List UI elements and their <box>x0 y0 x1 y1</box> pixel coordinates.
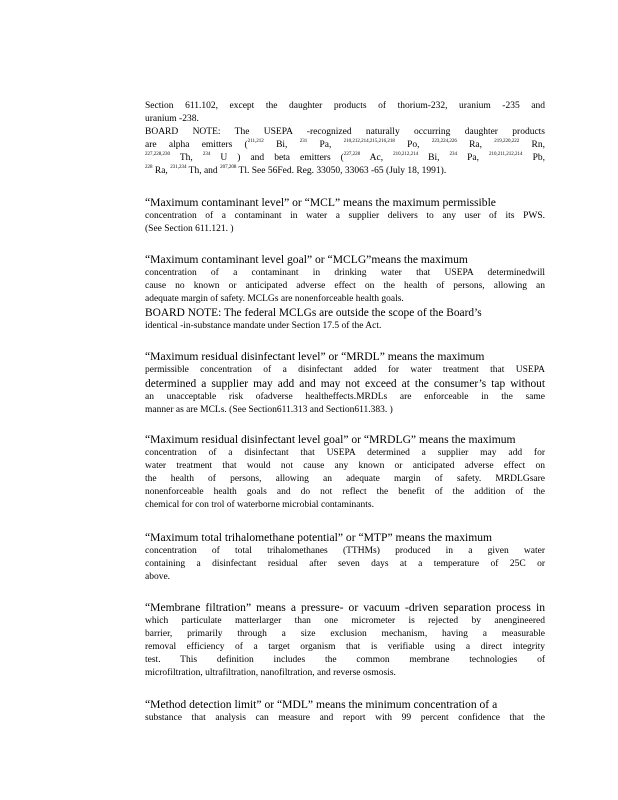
isotope-line: $^{227,228,230}$ Th, $^{234}$ U ) and beta emitters ($^{227,228}$ Ac, $^{210,212,214}$ Bi, $^{234}$ Pa, $^{210,211,212,214}$ Pb, <box>145 152 545 163</box>
isotope-superscript: 234 <box>202 152 211 157</box>
text-line: above. <box>145 572 171 582</box>
isotope-superscript: 211,212 <box>247 139 264 144</box>
isotope-superscript: 207,208 <box>220 165 237 170</box>
definition-term: “Membrane filtration” means a pressure- or vacuum -driven separation process in <box>145 601 545 614</box>
text-line: cause no known or anticipated adverse effect on the health of persons, allowing an <box>145 281 545 291</box>
text-line: substance that analysis can measure and report with 99 percent confidence that the <box>145 713 545 723</box>
section-reference-paragraph <box>145 100 545 178</box>
isotope-superscript: 227,228 <box>343 152 361 157</box>
text-fragment: Po, <box>407 140 420 150</box>
definition-term: “Maximum total trihalomethane potential” or “MTP” means the maximum <box>145 531 493 544</box>
isotope-superscript: 210,212,214 <box>393 152 419 157</box>
text-fragment: Ra, <box>469 140 483 150</box>
text-line: concentration of total trihalomethanes (TTHMs) produced in a given water <box>145 546 545 556</box>
text-fragment: Pa, <box>319 140 332 150</box>
text-line: Section 611.102, except the daughter products of thorium-232, uranium -235 and <box>145 101 545 111</box>
text-line: manner as are MCLs. (See Section611.313 and Section611.383. ) <box>145 405 393 415</box>
text-line: microfiltration, ultrafiltration, nanofiltration, and reverse osmosis. <box>145 668 396 678</box>
board-note-line: BOARD NOTE: The USEPA -recognized naturally occurring daughter products <box>145 127 545 137</box>
text-line: test. This definition includes the common membrane technologies of <box>145 655 545 665</box>
isotope-superscript: 210,211,212,214 <box>488 152 523 157</box>
text-line: adequate margin of safety. MCLGs are nonenforceable health goals. <box>145 294 404 304</box>
text-fragment: are alpha emitters <box>145 140 233 150</box>
text-fragment: Th, <box>179 153 193 163</box>
text-line: chemical for con trol of waterborne microbial contaminants. <box>145 500 374 510</box>
text-line: which particulate matterlarger than one micrometer is rejected by anengineered <box>145 616 545 626</box>
definition-mrdlg <box>145 433 545 512</box>
isotope-superscript: 223,224,226 <box>431 139 457 144</box>
text-fragment: Ac, <box>369 153 384 163</box>
text-line: permissible concentration of a disinfectant added for water treatment that USEPA <box>145 365 545 375</box>
isotope-superscript: 231 <box>299 139 308 144</box>
text-line: concentration of a contaminant in drinking water that USEPA determinedwill <box>145 268 545 278</box>
text-fragment: Pb, <box>532 153 545 163</box>
text-line: concentration of a disinfectant that USEPA determined a supplier may add for <box>145 448 545 458</box>
text-line: (See Section 611.121. ) <box>145 224 234 234</box>
text-fragment: Ra, <box>154 166 168 176</box>
isotope-line <box>145 165 545 178</box>
isotope-superscript: 219,220,222 <box>494 139 520 144</box>
isotope-superscript: 210,212,214,215,216,218 <box>343 139 395 144</box>
isotope-superscript: 234 <box>449 152 458 157</box>
text-fragment: Rn, <box>531 140 546 150</box>
isotope-line: are alpha emitters ($^{211,212}$ Bi, $^{231}$ Pa, $^{210,212,214,215,216,218}$ Po, $^{223,224,226}$ Ra, $^{219,220,222}$ Rn, <box>145 139 546 150</box>
text-line: uranium -238. <box>145 114 199 124</box>
text-line: removal efficiency of a target organism that is verifiable using a direct integrity <box>145 642 545 652</box>
board-note-line: BOARD NOTE: The federal MCLGs are outside the scope of the Board’s <box>145 307 482 319</box>
text-line: containing a disinfectant residual after seven days at a temperature of 25C or <box>145 559 545 569</box>
isotope-superscript: 228 <box>145 165 153 170</box>
definition-term: “Maximum contaminant level goal” or “MCLG”means the maximum <box>145 253 468 266</box>
definition-mclg <box>145 253 545 333</box>
text-line: identical -in-substance mandate under Section 17.5 of the Act. <box>145 321 382 331</box>
text-line: an unacceptable risk ofadverse healtheffects.MRDLs are enforceable in the same <box>145 392 545 402</box>
isotope-superscript: 227,228,230 <box>145 152 170 157</box>
text-fragment: U ) and beta emitters <box>220 153 331 163</box>
definition-mcl <box>145 196 545 236</box>
definition-term: “Method detection limit” or “MDL” means the minimum concentration of a <box>145 698 498 711</box>
text-fragment: Pa, <box>467 153 479 163</box>
definition-membrane-filtration <box>145 601 545 680</box>
definition-term: “Maximum residual disinfectant level” or “MRDL” means the maximum <box>145 350 485 363</box>
isotope-superscript: 231,234 <box>170 165 187 170</box>
text-fragment: Tl. See 56Fed. Reg. 33050, 33063 -65 (July 18, 1991). <box>238 166 447 176</box>
definition-term: “Maximum residual disinfectant level goal” or “MRDLG” means the maximum <box>145 433 516 446</box>
text-fragment: Bi, <box>428 153 440 163</box>
definition-term: “Maximum contaminant level” or “MCL” means the maximum permissible <box>145 196 496 209</box>
text-line: determined a supplier may add and may not exceed at the consumer’s tap without <box>145 378 545 390</box>
text-line: the health of persons, allowing an adequate margin of safety. MRDLGsare <box>145 474 545 484</box>
text-line: water treatment that would not cause any known or anticipated adverse effect on <box>145 461 545 471</box>
definition-mdl <box>145 698 545 725</box>
text-line: nonenforceable health goals and do not reflect the benefit of the addition of the <box>145 487 545 497</box>
definition-mtp <box>145 531 545 584</box>
definition-mrdl <box>145 350 545 417</box>
text-fragment: Th, and <box>188 166 218 176</box>
text-line: barrier, primarily through a size exclusion mechanism, having a measurable <box>145 629 545 639</box>
text-fragment: Bi, <box>276 140 288 150</box>
text-line: concentration of a contaminant in water a supplier delivers to any user of its PWS. <box>145 211 545 221</box>
